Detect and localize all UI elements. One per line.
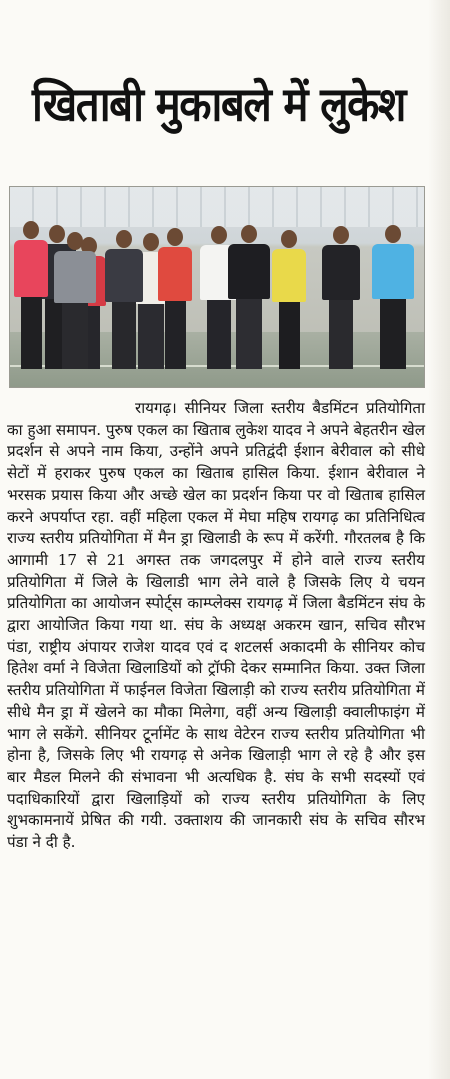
person-shirt xyxy=(54,251,96,303)
person-legs xyxy=(112,302,136,369)
person-head xyxy=(167,228,183,246)
person-head xyxy=(116,230,132,248)
article-text: सीनियर जिला स्तरीय बैडमिंटन प्रतियोगिता का हुआ समापन. पुरुष एकल का खिताब लुकेश यादव ने अपने बेहतरीन खेल प्रदर्शन से अपने नाम किया, उन्होंने अपने प्रतिद्वंदी ईशान बेरीवाल को सीधे सेटों में हराकर पुरुष एकल का खिताब हासिल किया. ईशान बेरीवाल ने भरसक प्रयास किया और अच्छे खेल का प्रदर्शन किया पर वो खिताब हासिल करने अपर्याप्त रहा. वहीं महिला एकल में मेघा महिष रायगढ़ का प्रतिनिधित्व राज्य स्तरीय प्रतियोगिता में मैन ड्रा खिलाडी के रूप में करेंगी. गौरतलब है कि आगामी 17 से 21 अगस्त तक जगदलपुर में होने वाले राज्य स्तरीय प्रतियोगिता में जिले के खिलाडी भाग लेने वाले है जिसके लिए ये चयन प्रतियोगिता का आयोजन स्पोर्ट्स काम्प्लेक्स रायगढ़ में जिला बैडमिंटन संघ के द्वारा आयोजित किया गया था. संघ के अध्यक्ष अकरम खान, सचिव सौरभ पंडा, राष्ट्रीय अंपायर राजेश यादव एवं द शटलर्स अकादमी के सीनियर कोच हितेश वर्मा ने विजेता खिलाडियों को ट्रॉफी देकर सम्मानित किया. उक्त जिला स्तरीय प्रतियोगिता में फाईनल विजेता खिलाड़ी को राज्य स्तरीय प्रतियोगिता में सीधे मैन ड्रा में खेलने का मौका मिलेगा, वहीं अन्य खिलाड़ी क्वालीफाइंग में भाग ले सकेंगे. सीनियर टूर्नामेंट के साथ वेटेरन राज्य स्तरीय प्रतियोगिता भी होना है, जिसके लिए भी रायगढ़ से अनेक खिलाड़ी भाग ले रहे है और इस बार मैडल मिलने की संभावना भी अत्यधिक है. संघ के सभी सदस्यों एवं पदाधिकारियों द्वारा खिलाड़ियों को राज्य स्तरीय प्रतियोगिता के लिए शुभकामनायें प्रेषित की गयी. उक्ताशय की जानकारी संघ के सचिव सौरभ पंडा ने दी है. xyxy=(7,399,426,852)
person-head xyxy=(23,221,39,239)
person-shirt xyxy=(105,249,143,302)
person-head xyxy=(281,230,297,248)
person-shirt xyxy=(228,244,270,299)
headline-line-1: खिताबी मुकाबले में लुकेश xyxy=(32,76,405,132)
photo-person xyxy=(105,230,143,369)
person-shirt xyxy=(322,245,360,300)
person-legs xyxy=(279,302,300,369)
person-legs xyxy=(21,297,42,369)
person-head xyxy=(211,226,227,244)
photo-person xyxy=(54,232,96,369)
hall-ceiling xyxy=(10,187,424,227)
person-shirt xyxy=(158,247,192,301)
person-legs xyxy=(165,301,186,369)
person-head xyxy=(241,225,257,243)
person-head xyxy=(67,232,83,250)
person-head xyxy=(385,225,401,243)
dateline: रायगढ़। xyxy=(135,399,177,417)
person-shirt xyxy=(14,240,48,297)
photo-person xyxy=(14,221,48,369)
person-legs xyxy=(236,299,262,369)
group-photo xyxy=(9,186,425,388)
photo-person xyxy=(322,226,360,369)
photo-person xyxy=(158,228,192,369)
person-shirt xyxy=(272,249,306,302)
photo-person xyxy=(272,230,306,369)
page-edge-shadow xyxy=(428,0,450,1079)
person-head xyxy=(143,233,159,251)
article-body xyxy=(7,398,425,854)
person-head xyxy=(333,226,349,244)
photo-person xyxy=(372,225,414,369)
person-shirt xyxy=(372,244,414,299)
photo-person xyxy=(228,225,270,369)
person-legs xyxy=(329,300,353,369)
person-legs xyxy=(62,303,88,369)
person-legs xyxy=(380,299,406,369)
